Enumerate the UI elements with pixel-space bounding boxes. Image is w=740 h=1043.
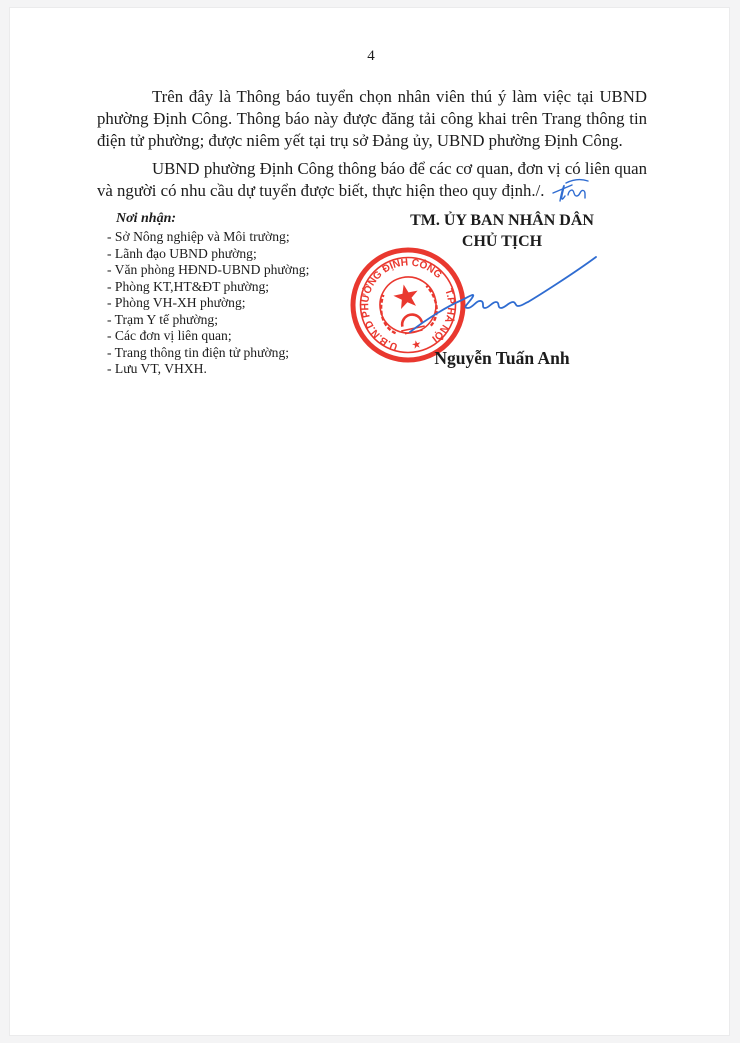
initials-stroke bbox=[566, 180, 588, 183]
signature-scribble bbox=[398, 246, 610, 342]
chairman-title: CHỦ TỊCH bbox=[461, 233, 543, 250]
recipient-item: - Lãnh đạo UBND phường; bbox=[107, 245, 257, 261]
signer-name: Nguyễn Tuấn Anh bbox=[434, 348, 570, 368]
recipient-item: - Các đơn vị liên quan; bbox=[107, 328, 232, 343]
initials-mark bbox=[548, 171, 594, 207]
seal-ring-text-top: U.B.N.D PHƯỜNG ĐỊNH CÔNG bbox=[360, 257, 444, 352]
signature-path bbox=[410, 257, 596, 332]
page-number: 4 bbox=[367, 48, 375, 64]
document-page bbox=[10, 8, 729, 1035]
recipient-item: - Phòng VH-XH phường; bbox=[107, 295, 246, 310]
recipient-item: - Lưu VT, VHXH. bbox=[107, 361, 207, 376]
recipients-label: Nơi nhận: bbox=[116, 211, 177, 226]
authority-title: TM. ỦY BAN NHÂN DÂN bbox=[410, 212, 594, 229]
recipient-item: - Sở Nông nghiệp và Môi trường; bbox=[107, 229, 290, 244]
recipients-list bbox=[107, 229, 309, 378]
recipient-item: - Trạm Y tế phường; bbox=[107, 311, 218, 327]
body-paragraph-2: UBND phường Định Công thông báo để các cơ quan, đơn vị có liên quan và người có nhu cầu dự tuyển được biết, thực hiện theo quy định./. bbox=[97, 159, 647, 200]
initials-stroke bbox=[568, 190, 585, 198]
seal-star-icon: ★ bbox=[410, 338, 423, 352]
seal-ring-text-bottom: T.P HÀ NỘI bbox=[429, 287, 457, 344]
recipient-item: - Phòng KT,HT&ĐT phường; bbox=[107, 278, 270, 294]
recipient-item: - Trang thông tin điện tử phường; bbox=[107, 344, 290, 360]
body-paragraph-1: Trên đây là Thông báo tuyển chọn nhân viên thú ý làm việc tại UBND phường Định Công. Thông báo này được đăng tải công khai trên Trang thông tin điện tử phường; được niêm yết tại trụ sở Đảng ủy, UBND phường Định Công. bbox=[97, 87, 647, 150]
recipient-item: - Văn phòng HĐND-UBND phường; bbox=[107, 262, 310, 277]
